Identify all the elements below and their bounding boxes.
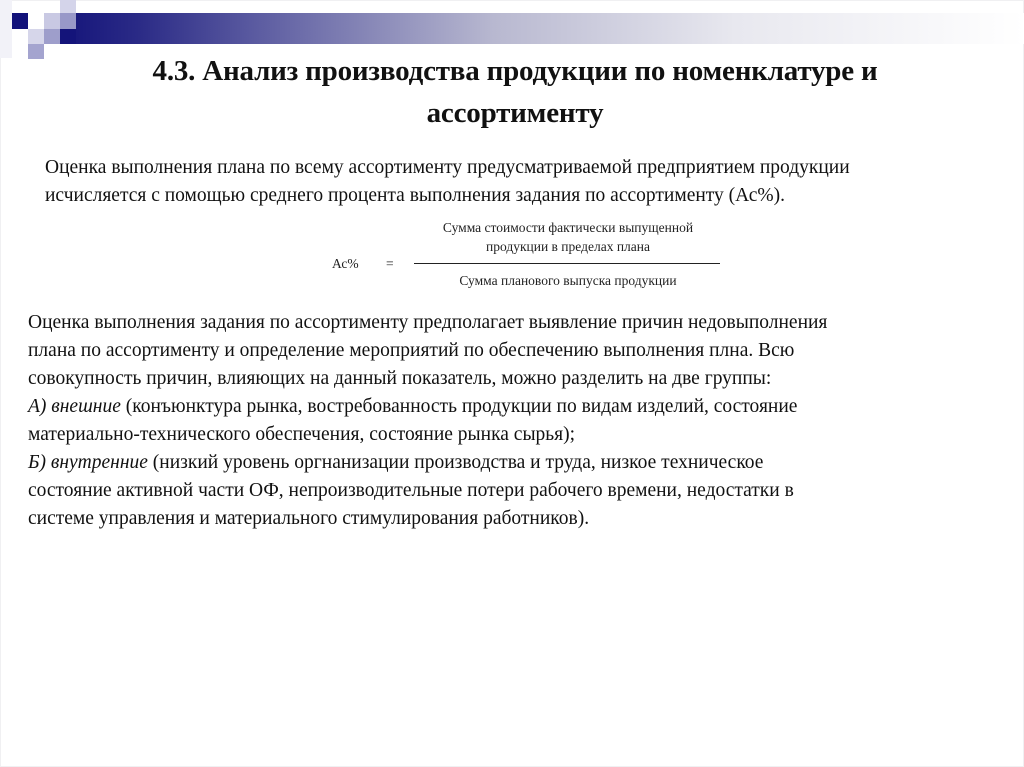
group-b-line-3: системе управления и материального стимулирования работников). xyxy=(28,508,590,529)
deco-square xyxy=(60,13,76,29)
group-b-label: Б) внутренние xyxy=(28,452,148,473)
formula-lhs: Ас% xyxy=(332,256,359,271)
numerator-line-2: продукции в пределах плана xyxy=(486,239,650,254)
body-paragraph xyxy=(28,309,988,533)
deco-square xyxy=(44,13,60,29)
numerator-line-1: Сумма стоимости фактически выпущенной xyxy=(442,220,694,235)
deco-square xyxy=(60,29,76,44)
formula-denominator: Сумма планового выпуска продукции xyxy=(459,273,677,288)
group-a-line-2: материально-технического обеспечения, состояние рынка сырья); xyxy=(28,424,576,445)
deco-square xyxy=(28,29,44,44)
group-b-line-2: состояние активной части ОФ, непроизводительные потери рабочего времени, недостатки в xyxy=(28,480,794,501)
header-gradient-bar xyxy=(60,13,1024,44)
group-a-label: А) внешние xyxy=(28,396,121,417)
group-b-text: (низкий уровень оргнанизации производства и труда, низкое техническое xyxy=(147,452,764,473)
deco-square xyxy=(12,13,28,29)
group-b-line-1 xyxy=(28,449,988,477)
deco-square xyxy=(44,29,60,44)
intro-line-2: исчисляется с помощью среднего процента выполнения задания по ассортименту (Ас%). xyxy=(45,185,786,206)
title-line-2: ассортименту xyxy=(426,97,604,129)
body-line-2: плана по ассортименту и определение мероприятий по обеспечению выполнения плна. Всю xyxy=(28,340,795,361)
intro-line-1: Оценка выполнения плана по всему ассортименту предусматриваемой предприятием продукции xyxy=(45,157,850,178)
slide-title xyxy=(40,50,990,134)
group-a-line-1 xyxy=(28,393,988,421)
title-line-1: 4.3. Анализ производства продукции по номенклатуре и xyxy=(152,55,878,87)
deco-square xyxy=(0,0,12,58)
fraction-bar xyxy=(414,263,720,264)
intro-paragraph xyxy=(45,154,1005,210)
group-a-text: (конъюнктура рынка, востребованность продукции по видам изделий, состояние xyxy=(120,396,798,417)
formula-equals: = xyxy=(386,256,394,271)
formula-numerator xyxy=(412,218,724,256)
deco-square xyxy=(60,0,76,13)
body-line-1: Оценка выполнения задания по ассортименту предполагает выявление причин недовыполнения xyxy=(28,312,828,333)
body-line-3: совокупность причин, влияющих на данный показатель, можно разделить на две группы: xyxy=(28,368,772,389)
formula xyxy=(330,216,730,296)
